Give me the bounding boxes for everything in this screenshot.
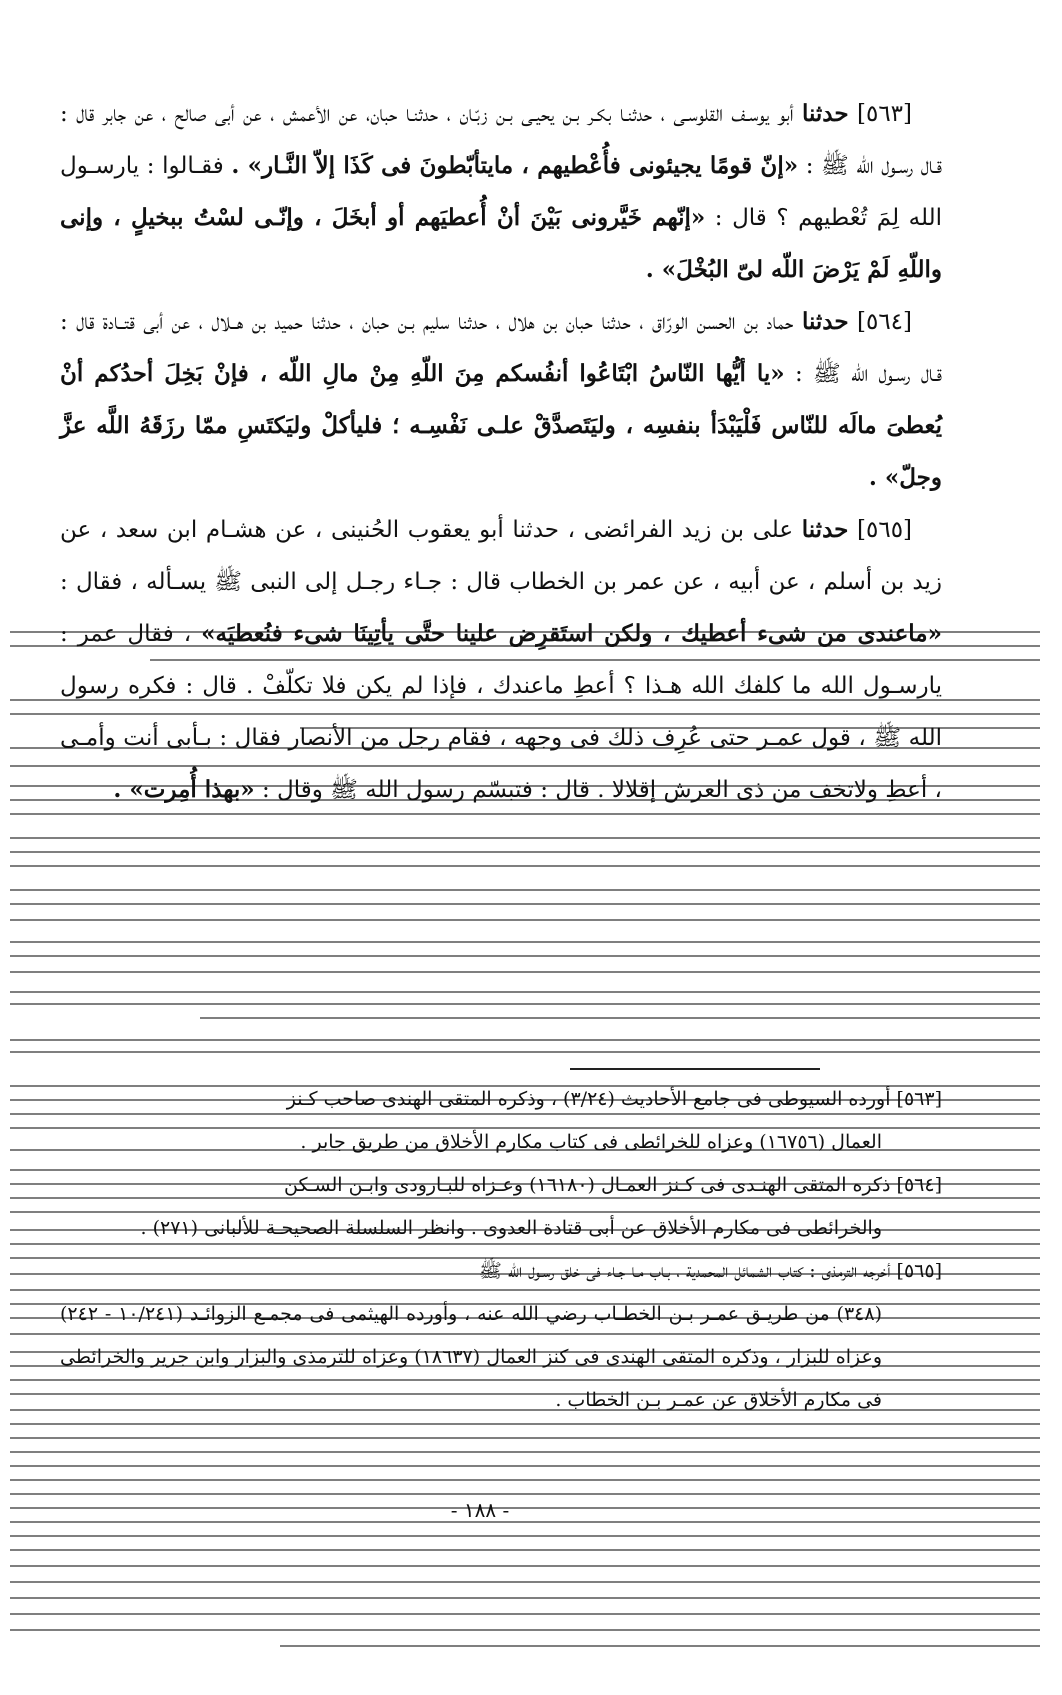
hadith-matn-2: «إنّهم خَيَّرونى بَيْنَ أنْ أُعطيَهم أو أبخَلَ ، وإنّـى لسْتُ ببخيلٍ ، وإنى واللّهِ لَمْ يَرْضَ اللّه لىّ البُخْلَ» . [60,204,942,283]
main-text [60,88,942,816]
footnote-number: [٥٦٤] [896,1174,942,1196]
footnote-563 [60,1078,942,1121]
hadith-number: [٥٦٤] [856,309,913,335]
page-number: - ١٨٨ - [450,1498,510,1522]
footnotes [60,1078,942,1422]
footnote-number: [٥٦٥] [896,1260,942,1282]
footnote-565-cont: (٣٤٨) من طريـق عمـر بـن الخطـاب رضي الله عنه ، وأورده الهيثمى فى مجمـع الزوائـد (١٠/٢٤١ - ٢٤٢) وعزاه للبزار ، وذكره المتقى الهندى فى كنز العمال (١٨٦٣٧) وعزاه للترمذى والبزار وابن جرير والخرائطى فى مكارم الأخلاق عن عمـر بـن الخطاب . [60,1303,883,1411]
footnote-text: أخرجه الترمذى : كتاب الشمائل المحمدية ، بـاب مـا جـاء فى خلق رسـول الله ﷺ [478,1260,891,1282]
hadith-matn: «إنّ قومًا يجيئونى فأُعْطيهم ، مايتأبّطونَ فى كَذَا إلاّ النَّـار» . [231,152,799,179]
hadith-number: [٥٦٣] [856,101,913,127]
footnote-text: أورده السيوطى فى جامع الأحاديث (٣/٢٤) ، وذكره المتقى الهندى صاحب كـنز [286,1088,891,1110]
footnote-565 [60,1250,942,1293]
hadith-565 [60,504,942,816]
hadith-matn: «يا أيُّها النّاسُ ابْتَاعُوا أنفُسكم مِنَ اللّهِ مِنْ مالِ اللّه ، فإنْ بَخِلَ أحدُكم أنْ يُعطىَ مالَه للنّاس فَلْيَبْدَأ بنفسِه ، وليَتَصدَّقْ علـى نَفْسِـه ؛ فليأكلْ وليَكتَسِ ممّا رزَقَهُ اللَّه عزَّ وجلّ» . [60,360,942,491]
hadith-564 [60,296,942,504]
hadith-563 [60,88,942,296]
hadith-isnad: أبو يوسـف القلوسـى ، حدثنـا بكـر بـن يحيـى بـن زبّـان ، حدثنـا حبان، عن الأعمش ، عن أبى صالح ، عن جابر قال : قـال رسـول الله ﷺ : [60,101,942,179]
footnote-563-cont: العمال (١٦٧٥٦) وعزاه للخرائطى فى كتاب مكارم الأخلاق من طريق جابر . [300,1131,882,1153]
hadith-lead: حدثنا [801,308,849,335]
hadith-isnad: حماد بن الحسن الورّاق ، حدثنا حبان بن هلال ، حدثنا سليم بـن حبان ، حدثنا حميد بن هــلال ، عن أبى قتــادة قال : قـال رسـول الله ﷺ : [60,309,943,387]
footnote-564-cont: والخرائطى فى مكارم الأخلاق عن أبى قتادة العدوى . وانظر السلسلة الصحيحـة للألبانى (٢٧١) . [140,1217,882,1239]
hadith-number: [٥٦٥] [857,517,913,543]
hadith-lead: حدثنا [801,516,849,543]
footnote-number: [٥٦٣] [896,1088,942,1110]
footnote-text: ذكره المتقى الهنـدى فى كـنز العمـال (١٦١٨٠) وعـزاه للبـارودى وابـن السـكن [283,1174,891,1196]
footnote-separator [570,1068,820,1070]
hadith-matn: «ماعندى من شىء أعطيك ، ولكن استَقرِض علينا حتَّى يأتِينَا شىء فنُعطيَه» [201,620,943,647]
hadith-narration: ، فقال عمر : يارسـول الله ما كلفك الله هـذا ؟ أعطِ ماعندك ، فإذا لم يكن فلا تكلّفْ . قال : فكره رسول الله ﷺ ، قول عمـر حتى عُرِف ذلك فى وجهه ، فقام رجل من الأنصار فقال : بـأبى أنت وأمـى ، أعطِ ولاتخف من ذى العرش إقلالا . قال : فتبسّم رسول الله ﷺ وقال : [60,621,942,803]
hadith-lead: حدثنا [801,100,849,127]
hadith-isnad: على بن زيد الفرائضى ، حدثنا أبو يعقوب الحُنينى ، عن هشـام ابن سعد ، عن زيد بن أسلم ، عن أبيه ، عن عمر بن الخطاب قال : جـاء رجـل إلى النبى ﷺ يسـأله ، فقال : [60,517,942,595]
hadith-matn-2: «بهذا أُمِرت» . [113,776,255,803]
hadith-narration: فقـالوا : يارسـول الله لِمَ تُعْطيهم ؟ قال : [60,153,943,231]
footnote-564 [60,1164,942,1207]
